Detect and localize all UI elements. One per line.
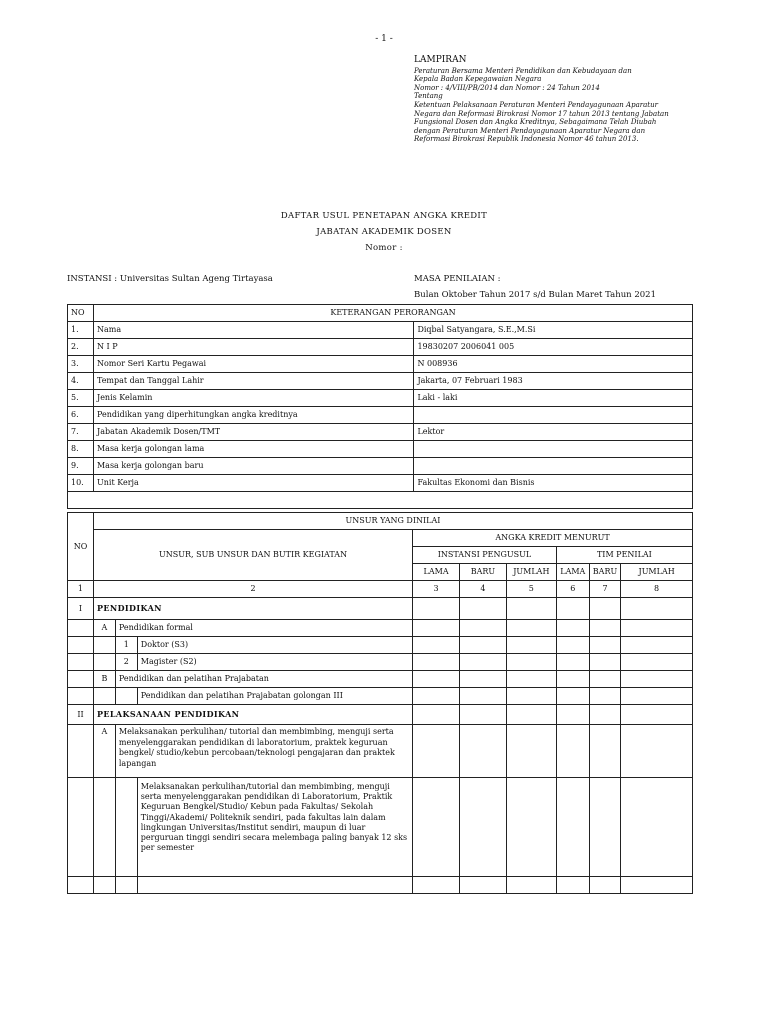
table-row [68,598,693,620]
table-row [68,458,693,475]
row-label: Jenis Kelamin [93,390,413,407]
table-row [68,322,693,339]
row-label: Melaksanakan perkulihan/ tutorial dan membimbing, menguji serta menyelenggarakan pendidikan di laboratorium, praktek keguruan bengkel/ studio/kebun percobaan/teknologi pengajaran dan praktek lapangan [115,725,412,778]
table-header-row [68,513,693,530]
row-sub-no: 2 [115,654,137,671]
col-number: 7 [589,581,620,598]
col-number: 4 [460,581,507,598]
lampiran-line: Fungsional Dosen dan Angka Kreditnya, Sebagaimana Telah Diubah [414,118,657,127]
row-label: Masa kerja golongan lama [93,441,413,458]
row-value: N 008936 [414,356,693,373]
row-label: Magister (S2) [137,654,412,671]
row-label: PELAKSANAAN PENDIDIKAN [93,705,412,725]
row-label: Tempat dan Tanggal Lahir [93,373,413,390]
col-baru: BARU [589,564,620,581]
col-number: 6 [556,581,589,598]
row-value: Jakarta, 07 Februari 1983 [414,373,693,390]
table-row [68,705,693,725]
row-label: Pendidikan formal [115,620,412,637]
lampiran-line: Kepala Badan Kepegawaian Negara [414,75,542,84]
col-lama: LAMA [413,564,460,581]
instansi-pengusul-header: INSTANSI PENGUSUL [413,547,557,564]
row-no: 10. [68,475,94,492]
lampiran-line: Reformasi Birokrasi Republik Indonesia Nomor 46 tahun 2013. [414,135,639,144]
table-row [68,778,693,877]
col-jumlah: JUMLAH [506,564,556,581]
spacer-row [68,492,693,509]
lampiran-line: Nomor : 4/VIII/PB/2014 dan Nomor : 24 Tahun 2014 [414,83,600,92]
row-value: Fakultas Ekonomi dan Bisnis [414,475,693,492]
col-lama: LAMA [556,564,589,581]
lampiran-block [414,56,704,144]
col-number: 5 [506,581,556,598]
row-label: Pendidikan yang diperhitungkan angka kreditnya [93,407,413,424]
row-sub-no: A [93,725,115,778]
table-continuation-line [67,884,68,890]
personal-info-table [67,304,693,509]
table-row [68,373,693,390]
row-label: Masa kerja golongan baru [93,458,413,475]
table-row [68,424,693,441]
row-value: Lektor [414,424,693,441]
lampiran-line: Tentang [414,92,443,101]
col-number: 2 [93,581,412,598]
col-jumlah: JUMLAH [621,564,693,581]
table-row [68,339,693,356]
column-number-row [68,581,693,598]
doc-number: Nomor : [365,243,403,253]
row-no: 8. [68,441,94,458]
row-label: Unit Kerja [93,475,413,492]
table-row [68,654,693,671]
lampiran-line: Ketentuan Pelaksanaan Peraturan Menteri Pendayagunaan Aparatur [414,100,658,109]
row-value [414,458,693,475]
angka-kredit-header: ANGKA KREDIT MENURUT [413,530,693,547]
row-sub-no: B [93,671,115,688]
row-label: Doktor (S3) [137,637,412,654]
table-row [68,407,693,424]
lampiran-heading: LAMPIRAN [414,55,467,65]
row-no: 9. [68,458,94,475]
masa-penilaian-value: Bulan Oktober Tahun 2017 s/d Bulan Maret Tahun 2021 [414,290,656,300]
row-value: Laki - laki [414,390,693,407]
row-label: N I P [93,339,413,356]
table-row [68,390,693,407]
row-label: Pendidikan dan pelatihan Prajabatan golongan III [137,688,412,705]
table-row [68,877,693,894]
row-no: 6. [68,407,94,424]
row-label: Pendidikan dan pelatihan Prajabatan [115,671,412,688]
col-no-header: NO [68,305,94,322]
instansi: INSTANSI : Universitas Sultan Ageng Tirtayasa [67,274,273,284]
table-row [68,671,693,688]
unsur-table [67,512,693,894]
row-no: 2. [68,339,94,356]
row-value [414,407,693,424]
table-row [68,620,693,637]
row-value: Diqbal Satyangara, S.E.,M.Si [414,322,693,339]
row-no: 3. [68,356,94,373]
lampiran-line: Peraturan Bersama Menteri Pendidikan dan Kebudayaan dan [414,66,632,75]
table-row [68,356,693,373]
keterangan-header: KETERANGAN PERORANGAN [93,305,692,322]
table-row [68,441,693,458]
row-no: II [68,705,94,725]
table-header-row [68,305,693,322]
page-number: - 1 - [375,34,393,44]
row-no: 4. [68,373,94,390]
table-header-row [68,530,693,547]
col-number: 1 [68,581,94,598]
doc-title: DAFTAR USUL PENETAPAN ANGKA KREDIT [280,211,488,221]
table-row [68,637,693,654]
row-no: I [68,598,94,620]
table-row [68,725,693,778]
row-no: 5. [68,390,94,407]
row-label: Jabatan Akademik Dosen/TMT [93,424,413,441]
row-label: PENDIDIKAN [93,598,412,620]
table-row [68,688,693,705]
col-baru: BARU [460,564,507,581]
row-sub-no: 1 [115,637,137,654]
row-no: 7. [68,424,94,441]
col-no-header: NO [68,513,94,581]
doc-subtitle: JABATAN AKADEMIK DOSEN [316,227,452,237]
table-row [68,475,693,492]
col-number: 8 [621,581,693,598]
row-label: Nama [93,322,413,339]
tim-penilai-header: TIM PENILAI [556,547,692,564]
row-value [414,441,693,458]
row-sub-no: A [93,620,115,637]
masa-penilaian-label: MASA PENILAIAN : [414,274,501,284]
row-no: 1. [68,322,94,339]
row-label: Melaksanakan perkulihan/tutorial dan membimbing, menguji serta menyelenggarakan pendidikan di Laboratorium, Praktik Keguruan Bengkel/Studio/ Kebun pada Fakultas/ Sekolah Tinggi/Akademi/ Politeknik sendiri, pada fakultas lain dalam lingkungan Universitas/Institut sendiri, maupun di luar perguruan tinggi sendiri secara melembaga paling banyak 12 sks per semester [137,778,412,877]
sub-unsur-header: UNSUR, SUB UNSUR DAN BUTIR KEGIATAN [93,530,412,581]
lampiran-line: dengan Peraturan Menteri Pendayagunaan Aparatur Negara dan [414,126,646,135]
col-number: 3 [413,581,460,598]
row-value: 19830207 2006041 005 [414,339,693,356]
lampiran-line: Negara dan Reformasi Birokrasi Nomor 17 tahun 2013 tentang Jabatan [414,109,669,118]
row-label: Nomor Seri Kartu Pegawai [93,356,413,373]
unsur-header: UNSUR YANG DINILAI [93,513,692,530]
